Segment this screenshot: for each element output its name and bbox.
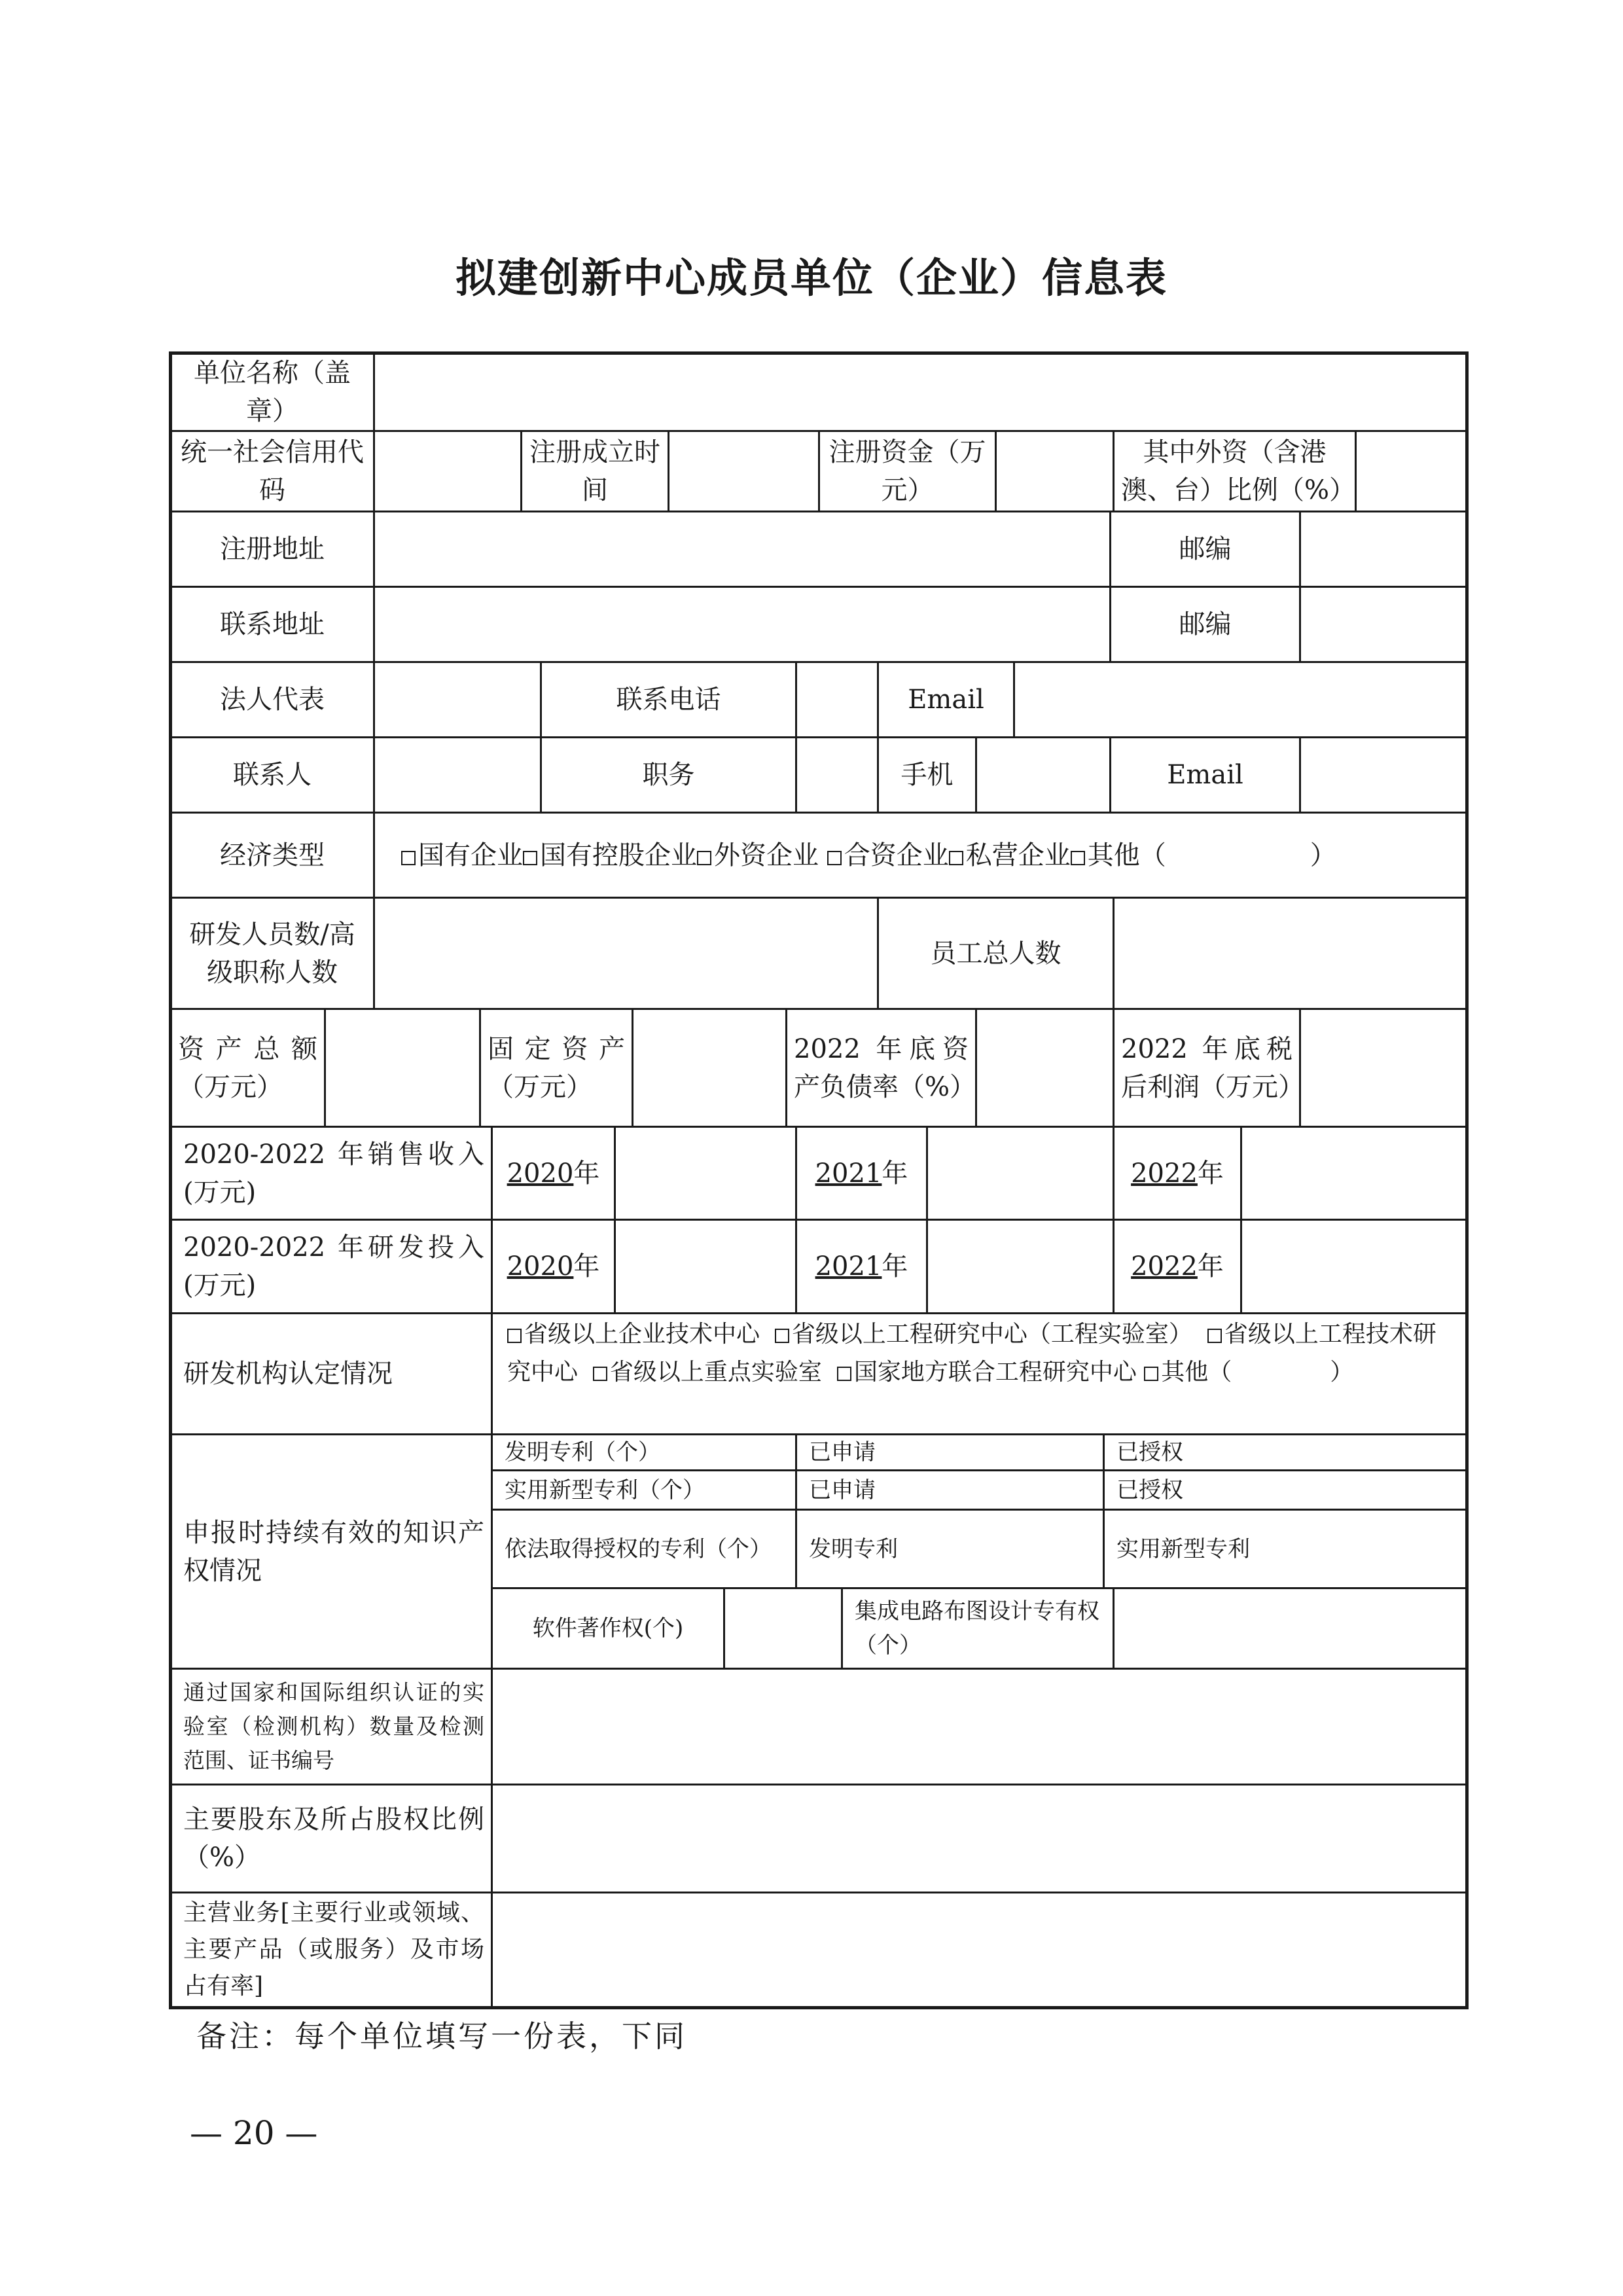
checkbox-icon xyxy=(593,1367,607,1381)
econ-close-paren: ） xyxy=(1310,840,1336,870)
econ-type-label: 经济类型 xyxy=(220,840,325,870)
contact-person-label: 联系人 xyxy=(233,760,312,790)
fixed-assets-label: 固定资产（万元） xyxy=(488,1033,625,1102)
year-suffix: 年 xyxy=(882,1251,908,1282)
main-business-field[interactable] xyxy=(493,1893,1464,2006)
phone-field[interactable] xyxy=(797,663,877,736)
checkbox-icon[interactable] xyxy=(1207,1329,1222,1343)
year-suffix: 年 xyxy=(882,1158,908,1189)
reg-zip-field[interactable] xyxy=(1301,512,1464,586)
certified-labs-field[interactable] xyxy=(493,1670,1464,1784)
total-staff-field[interactable] xyxy=(1115,899,1464,1008)
rd-org-option-label: 其他（ xyxy=(1161,1359,1232,1386)
shareholders-field[interactable] xyxy=(493,1785,1464,1892)
reg-address-field[interactable] xyxy=(375,512,1109,586)
ic-layout-label: 集成电路布图设计专有权（个） xyxy=(855,1598,1099,1659)
reg-capital-field[interactable] xyxy=(997,432,1113,511)
utility-applied-field[interactable]: 已申请 xyxy=(809,1477,876,1503)
reg-zip-label: 邮编 xyxy=(1179,534,1232,564)
reg-date-field[interactable] xyxy=(669,432,818,511)
econ-option-label: 合资企业 xyxy=(844,840,949,870)
fixed-assets-field[interactable] xyxy=(633,1010,785,1126)
table-border-bottom xyxy=(169,2006,1469,2009)
rd-org-option-other[interactable] xyxy=(1144,1359,1353,1386)
econ-option[interactable] xyxy=(697,836,819,874)
form-title: 拟建创新中心成员单位（企业）信息表 xyxy=(455,254,1168,302)
checkbox-icon xyxy=(523,851,537,865)
rd-invest-year-2021 xyxy=(797,1221,926,1312)
contact-address-label: 联系地址 xyxy=(220,609,325,639)
debt-ratio-field[interactable] xyxy=(977,1010,1113,1126)
legal-rep-field[interactable] xyxy=(375,663,540,736)
econ-option[interactable] xyxy=(949,836,1071,874)
rd-invest-2022-field[interactable] xyxy=(1242,1221,1464,1312)
utility-granted-field[interactable]: 已授权 xyxy=(1116,1477,1183,1503)
ic-layout-field[interactable] xyxy=(1115,1589,1464,1668)
checkbox-icon xyxy=(949,851,963,865)
rd-org-option[interactable] xyxy=(507,1321,760,1348)
year-value: 2022 xyxy=(1131,1251,1198,1282)
contact-person-field[interactable] xyxy=(375,738,540,812)
table-border-right xyxy=(1465,351,1469,2009)
year-value: 2021 xyxy=(815,1158,882,1189)
debt-ratio-label: 2022 年底资产负债率（%） xyxy=(794,1033,976,1102)
contact-address-field[interactable] xyxy=(375,588,1109,661)
reg-address-label: 注册地址 xyxy=(220,534,325,564)
econ-option-label: 国有企业 xyxy=(418,840,523,870)
sales-year-2020 xyxy=(493,1128,614,1219)
total-assets-label: 资产总额（万元） xyxy=(178,1033,317,1102)
mobile-label: 手机 xyxy=(901,760,954,790)
year-value: 2020 xyxy=(507,1158,574,1189)
rd-org-option-label: 省级以上工程研究中心（工程实验室） xyxy=(791,1321,1192,1348)
rd-org-option[interactable] xyxy=(837,1359,1137,1386)
rd-invest-year-2020 xyxy=(493,1221,614,1312)
certified-labs-label: 通过国家和国际组织认证的实验室（检测机构）数量及检测范围、证书编号 xyxy=(183,1679,484,1773)
rd-org-label: 研发机构认定情况 xyxy=(183,1359,393,1389)
sales-2021-field[interactable] xyxy=(928,1128,1113,1219)
legal-patent-label: 依法取得授权的专利（个） xyxy=(505,1535,772,1562)
reg-date-label: 注册成立时间 xyxy=(529,437,660,505)
unit-name-field[interactable] xyxy=(375,353,1464,430)
econ-option[interactable] xyxy=(401,836,523,874)
rd-invest-year-2022 xyxy=(1115,1221,1240,1312)
contact-zip-field[interactable] xyxy=(1301,588,1464,661)
econ-type-options xyxy=(375,814,1464,897)
net-profit-field[interactable] xyxy=(1301,1010,1464,1126)
rd-org-option[interactable] xyxy=(593,1359,822,1386)
rd-org-close-paren: ） xyxy=(1330,1359,1354,1386)
mobile-field[interactable] xyxy=(977,738,1109,812)
econ-option-label: 外资企业 xyxy=(714,840,819,870)
sales-year-2021 xyxy=(797,1128,926,1219)
sales-2020-field[interactable] xyxy=(616,1128,795,1219)
invention-applied-field[interactable]: 已申请 xyxy=(809,1439,876,1465)
form-note: 备注：每个单位填写一份表，下同 xyxy=(196,2018,687,2054)
year-value: 2021 xyxy=(815,1251,882,1282)
rd-invest-2020-field[interactable] xyxy=(616,1221,795,1312)
shareholders-label: 主要股东及所占股权比例（%） xyxy=(183,1804,484,1873)
reg-capital-label: 注册资金（万元） xyxy=(829,437,986,505)
software-copyright-field[interactable] xyxy=(725,1589,841,1668)
checkbox-icon xyxy=(837,1367,851,1381)
rd-org-option-label: 省级以上重点实验室 xyxy=(609,1359,822,1386)
phone-label: 联系电话 xyxy=(616,685,721,715)
net-profit-label: 2022 年底税后利润（万元） xyxy=(1121,1033,1304,1102)
position-field[interactable] xyxy=(797,738,877,812)
credit-code-field[interactable] xyxy=(375,432,520,511)
unit-name-label: 单位名称（盖章） xyxy=(194,357,351,426)
year-suffix: 年 xyxy=(1197,1251,1224,1282)
invention-granted-field[interactable]: 已授权 xyxy=(1116,1439,1183,1465)
legal-email-label: Email xyxy=(908,685,984,715)
legal-email-field[interactable] xyxy=(1015,663,1464,736)
total-staff-label: 员工总人数 xyxy=(930,938,1061,969)
utility-patent-label: 实用新型专利（个） xyxy=(505,1477,705,1503)
page-number: — 20 — xyxy=(190,2114,318,2152)
checkbox-icon xyxy=(401,851,416,865)
econ-option[interactable] xyxy=(827,836,949,874)
rd-invest-label: 2020-2022 年研发投入(万元) xyxy=(183,1232,484,1300)
legal-utility-field[interactable]: 实用新型专利 xyxy=(1116,1535,1250,1562)
checkbox-icon xyxy=(1071,851,1085,865)
rd-org-option-label: 省级以上工程技术研究中心 xyxy=(507,1321,1436,1386)
econ-option-label: 国有控股企业 xyxy=(540,840,697,870)
ip-label: 申报时持续有效的知识产权情况 xyxy=(183,1517,484,1586)
rd-org-option-label: 国家地方联合工程研究中心 xyxy=(853,1359,1137,1386)
foreign-ratio-field[interactable] xyxy=(1357,432,1464,511)
checkbox-icon xyxy=(1144,1367,1158,1381)
econ-option-label: 其他（ xyxy=(1087,840,1166,870)
contact-zip-label: 邮编 xyxy=(1179,609,1232,639)
contact-email-label: Email xyxy=(1167,760,1243,790)
checkbox-icon xyxy=(827,851,842,865)
rd-staff-label: 研发人员数/高级职称人数 xyxy=(189,919,355,988)
foreign-ratio-label: 其中外资（含港澳、台）比例（%） xyxy=(1121,437,1356,505)
econ-option-label: 私营企业 xyxy=(965,840,1071,870)
legal-rep-label: 法人代表 xyxy=(220,685,325,715)
sales-year-2022 xyxy=(1115,1128,1240,1219)
software-copyright-label: 软件著作权(个) xyxy=(532,1615,684,1641)
main-business-label: 主营业务[主要行业或领域、主要产品（或服务）及市场占有率] xyxy=(183,1899,484,2000)
legal-invention-field[interactable]: 发明专利 xyxy=(809,1535,898,1562)
invention-patent-label: 发明专利（个） xyxy=(505,1439,660,1465)
sales-label: 2020-2022 年销售收入(万元) xyxy=(183,1139,484,1208)
year-value: 2022 xyxy=(1131,1158,1198,1189)
checkbox-icon xyxy=(507,1329,522,1343)
rd-org-option-label: 省级以上企业技术中心 xyxy=(524,1321,760,1348)
year-value: 2020 xyxy=(507,1251,574,1282)
sales-2022-field[interactable] xyxy=(1242,1128,1464,1219)
rd-org-option[interactable] xyxy=(775,1321,1192,1348)
checkbox-icon xyxy=(775,1329,789,1343)
checkbox-icon xyxy=(697,851,711,865)
econ-option-other[interactable] xyxy=(1071,836,1166,874)
credit-code-label: 统一社会信用代码 xyxy=(181,437,364,505)
position-label: 职务 xyxy=(642,760,695,790)
year-suffix: 年 xyxy=(1197,1158,1224,1189)
rd-invest-2021-field[interactable] xyxy=(928,1221,1113,1312)
econ-option[interactable] xyxy=(523,836,697,874)
year-suffix: 年 xyxy=(573,1251,600,1282)
rd-staff-field[interactable] xyxy=(375,899,877,1008)
year-suffix: 年 xyxy=(573,1158,600,1189)
contact-email-field[interactable] xyxy=(1301,738,1464,812)
total-assets-field[interactable] xyxy=(326,1010,479,1126)
rd-org-options xyxy=(493,1314,1464,1433)
